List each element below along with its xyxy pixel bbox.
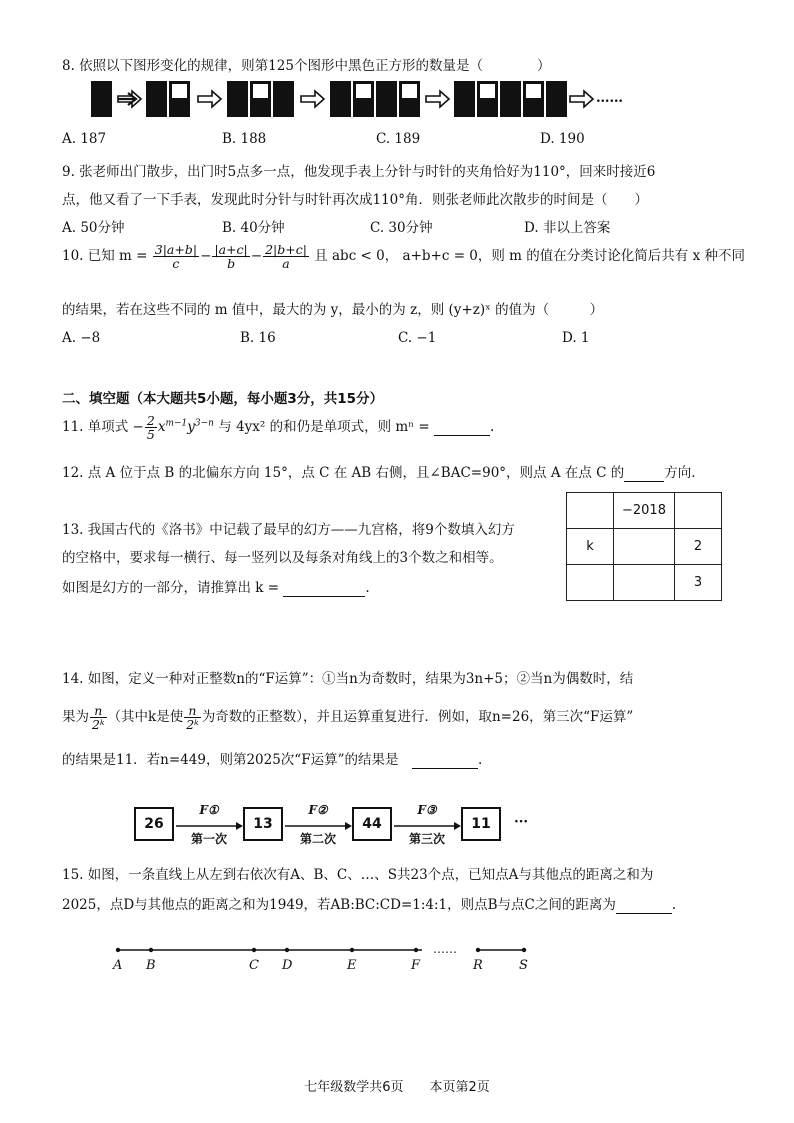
q14-fraction: $\frac{n}{\text{2ᵏ}}$ <box>186 703 199 733</box>
q11-line: 11. 单项式 − $\frac{2}{5}$ $x^{m-1}y^{3-n}$ 与 4yx² 的和仍是单项式，则 mⁿ = . <box>62 413 495 443</box>
arrow-icon <box>118 91 141 107</box>
grid-cell <box>567 493 614 529</box>
section-heading: 二、填空题（本大题共5小题，每小题3分，共15分） <box>62 391 384 407</box>
arrow-icon <box>285 822 352 830</box>
grid-cell <box>614 565 675 601</box>
point-label: R <box>473 958 483 973</box>
q8-option-d[interactable]: D. 190 <box>540 131 585 147</box>
q9-option-c[interactable]: C. 30分钟 <box>370 220 433 236</box>
q13-line2: 的空格中，要求每一横行、每一竖列以及每条对角线上的3个数之和相等。 <box>62 550 503 566</box>
arrow-icon <box>176 822 243 830</box>
q14-answer-blank[interactable] <box>412 752 478 769</box>
q10-option-d[interactable]: D. 1 <box>562 330 590 346</box>
flow-trail: ··· <box>514 814 529 830</box>
q15-answer-blank[interactable] <box>616 897 672 914</box>
flow-op-label: F③ <box>417 803 437 817</box>
q10-option-a[interactable]: A. −8 <box>62 330 101 346</box>
q9-option-d[interactable]: D. 非以上答案 <box>524 220 611 236</box>
point-label: D <box>282 958 293 973</box>
q12-line: 12. 点 A 位于点 B 的北偏东方向 15°，点 C 在 AB 右侧，且∠BAC=90°，则点 A 在点 C 的 方向. <box>62 465 696 481</box>
point-label: E <box>347 958 357 973</box>
flow-step-label: 第一次 <box>190 832 227 846</box>
q11-fraction: $\frac{2}{5}$ <box>146 413 155 443</box>
q9-option-a[interactable]: A. 50分钟 <box>62 220 125 236</box>
flow-op-label: F① <box>199 803 219 817</box>
q9-line2: 点，他又看了一下手表，发现此时分针与时针再次成110°角．则张老师此次散步的时间是（ ） <box>62 192 649 208</box>
q10-line2: 的结果，若在这些不同的 m 值中，最大的为 y，最小的为 z，则 (y+z)ˣ 的值为（ ） <box>62 302 604 318</box>
q10-fraction-1: $\frac{3|a+b|}{c}$ <box>154 242 198 272</box>
arrow-icon <box>394 822 461 830</box>
flow-value-box: 13 <box>243 807 283 841</box>
number-line-ellipsis: …… <box>433 942 457 956</box>
q14-line1: 14. 如图，定义一种对正整数n的“F运算”：①当n为奇数时，结果为3n+5；②当n为偶数时，结 <box>62 671 634 687</box>
number-line <box>110 944 540 958</box>
q15-line1: 15. 如图，一条直线上从左到右依次有A、B、C、…、S共23个点，已知点A与其他点的距离之和为 <box>62 867 654 883</box>
q10-option-c[interactable]: C. −1 <box>398 330 437 346</box>
q10-condition: 且 abc < 0， a+b+c = 0，则 m 的值在分类讨论化简后共有 x 种不同 <box>314 248 745 265</box>
q10-fraction-3: $\frac{2|b+c|}{a}$ <box>265 242 307 272</box>
q14-line2: 果为 $\frac{n}{\text{2ᵏ}}$ （其中k是使 $\frac{n}{\text{2ᵏ}}$ 为奇数的正整数），并且运算重复进行．例如，取n=26，第三次“F运算” <box>62 703 634 733</box>
flow-op-label: F② <box>308 803 328 817</box>
q14-fraction: $\frac{n}{\text{2ᵏ}}$ <box>92 703 105 733</box>
flow-step-label: 第二次 <box>299 832 336 846</box>
grid-cell: −2018 <box>614 493 675 529</box>
page-footer: 七年级数学共6页 本页第2页 <box>304 1080 490 1095</box>
point-label: A <box>113 958 123 973</box>
q13-line1: 13. 我国古代的《洛书》中记载了最早的幻方——九宫格，将9个数填入幻方 <box>62 522 515 538</box>
point-label: S <box>519 958 528 973</box>
q10-line1: 10. 已知 m = $\frac{3|a+b|}{c}$ − $\frac{|a+c|}{b}$ − $\frac{2|b+c|}{a}$ 且 abc < 0， a+b+c = 0，则 m 的值在分类讨论化简后共有 x 种不同 <box>62 242 745 272</box>
q8-option-c[interactable]: C. 189 <box>376 131 421 147</box>
flow-step-label: 第三次 <box>408 832 445 846</box>
q8-option-a[interactable]: A. 187 <box>62 131 107 147</box>
q10-prefix: 10. 已知 m = <box>62 248 148 265</box>
q13-answer-blank[interactable] <box>283 580 365 597</box>
grid-cell: k <box>567 529 614 565</box>
point-label: C <box>249 958 259 973</box>
grid-cell <box>614 529 675 565</box>
q12-answer-blank[interactable] <box>624 465 664 482</box>
q15-line2: 2025，点D与其他点的距离之和为1949，若AB:BC:CD=1:4:1，则点B与点C之间的距离为 . <box>62 897 677 913</box>
flow-value-box: 26 <box>134 807 174 841</box>
q8-ellipsis: …… <box>596 90 623 106</box>
q8-stem: 8. 依照以下图形变化的规律，则第125个图形中黑色正方形的数量是（ ） <box>62 58 551 74</box>
q8-option-b[interactable]: B. 188 <box>222 131 267 147</box>
grid-cell: 2 <box>675 529 722 565</box>
q9-line1: 9. 张老师出门散步，出门时5点多一点，他发现手表上分针与时针的夹角恰好为110°，回来时接近6 <box>62 164 656 180</box>
grid-cell <box>567 565 614 601</box>
flow-value-box: 44 <box>352 807 392 841</box>
q10-option-b[interactable]: B. 16 <box>240 330 276 346</box>
flow-value-box: 11 <box>461 807 501 841</box>
q9-option-b[interactable]: B. 40分钟 <box>222 220 285 236</box>
grid-cell <box>675 493 722 529</box>
q14-line3: 的结果是11．若n=449，则第2025次“F运算”的结果是 . <box>62 752 483 768</box>
point-label: B <box>146 958 156 973</box>
point-label: F <box>411 958 421 973</box>
magic-square-grid <box>566 492 722 601</box>
q8-pattern-sequence <box>88 78 648 122</box>
q13-line3: 如图是幻方的一部分，请推算出 k = . <box>62 580 370 596</box>
grid-cell: 3 <box>675 565 722 601</box>
q10-fraction-2: $\frac{|a+c|}{b}$ <box>214 242 248 272</box>
q11-answer-blank[interactable] <box>434 419 490 436</box>
